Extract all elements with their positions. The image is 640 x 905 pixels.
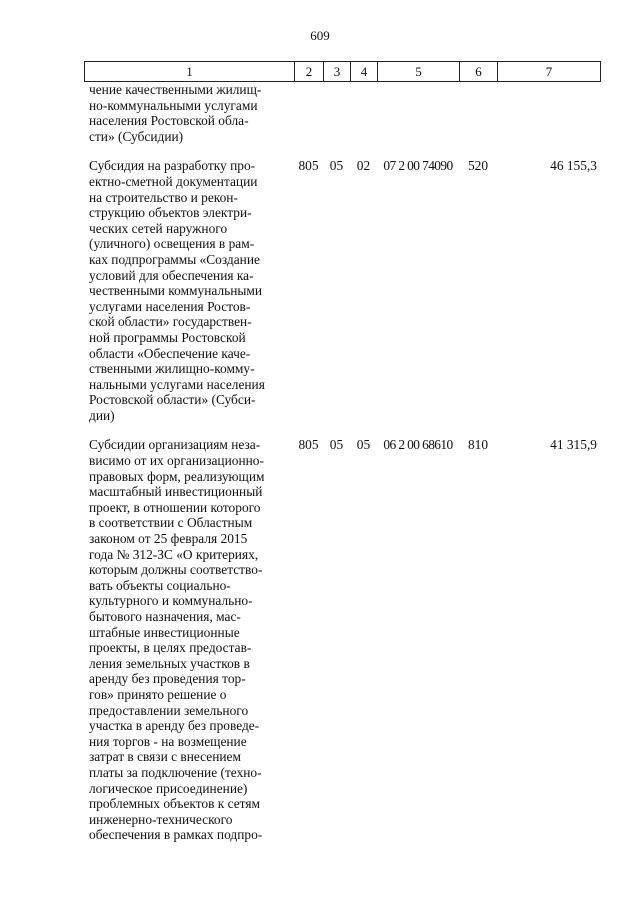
row-target-code: [377, 82, 459, 144]
row-gov-code: [294, 82, 323, 144]
row-amount: [497, 82, 601, 144]
row-gov-code: 805: [298, 437, 319, 453]
column-header: 2: [295, 62, 324, 81]
page-number: 609: [310, 28, 330, 43]
row-description: чение качественными жилищ- но-коммунальными услугами населения Ростовской обла- сти» (Субсидии): [89, 82, 262, 144]
row-subsection: [350, 82, 377, 144]
column-header: 3: [324, 62, 351, 81]
table-row: [84, 158, 601, 423]
table-header: [84, 61, 601, 82]
column-header: 5: [378, 62, 460, 81]
row-description: Субсидия на разработку про- ектно-сметной документации на строительство и рекон- струкцию объектов электри- ческих сетей наружного (уличного) освещения в рам- ках подпрограммы «Создание условий для обеспечения ка- чественными коммунальными услугами населения Ростов- ской области» государствен- ной программы Ростовской области «Обеспечение каче- ственными жилищно-комму- нальными услугами населения Ростовской области» (Субси- дии): [89, 158, 265, 423]
row-subsection: 02: [356, 158, 371, 174]
column-header: 1: [85, 62, 295, 81]
row-type-code: [459, 82, 497, 144]
row-section: 05: [329, 437, 344, 453]
table-row: [84, 437, 601, 842]
row-amount: 41 315,9: [550, 437, 597, 453]
row-subsection: 05: [356, 437, 371, 453]
column-header: 7: [545, 64, 553, 79]
row-gov-code: 805: [298, 158, 319, 174]
row-section: 05: [329, 158, 344, 174]
column-header: 4: [351, 62, 378, 81]
table-row: [84, 82, 601, 144]
row-target-code: 07 2 00 74090: [383, 158, 453, 174]
row-type-code: 810: [467, 437, 489, 453]
column-header: 6: [460, 62, 498, 81]
row-description: Субсидии организациям неза- висимо от их организационно- правовых форм, реализующим масштабный инвестиционный проект, в отношении которого в соответствии с Областным законом от 25 февраля 2015 года № 312-ЗС «О критериях, которым должны соответство- вать объекты социально- культурного и коммунально- бытового назначения, мас- штабные инвестиционные проекты, в целях предостав- ления земельных участков в аренду без проведения тор- гов» принято решение о предоставлении земельного участка в аренду без проведе- ния торгов - на возмещение затрат в связи с внесением платы за подключение (техно- логическое присоединение) проблемных объектов к сетям инженерно-технического обеспечения в рамках подпро-: [89, 437, 265, 843]
row-type-code: 520: [467, 158, 489, 174]
row-section: [323, 82, 350, 144]
row-target-code: 06 2 00 68610: [383, 437, 453, 453]
budget-table: [84, 61, 601, 843]
row-amount: 46 155,3: [550, 158, 597, 174]
